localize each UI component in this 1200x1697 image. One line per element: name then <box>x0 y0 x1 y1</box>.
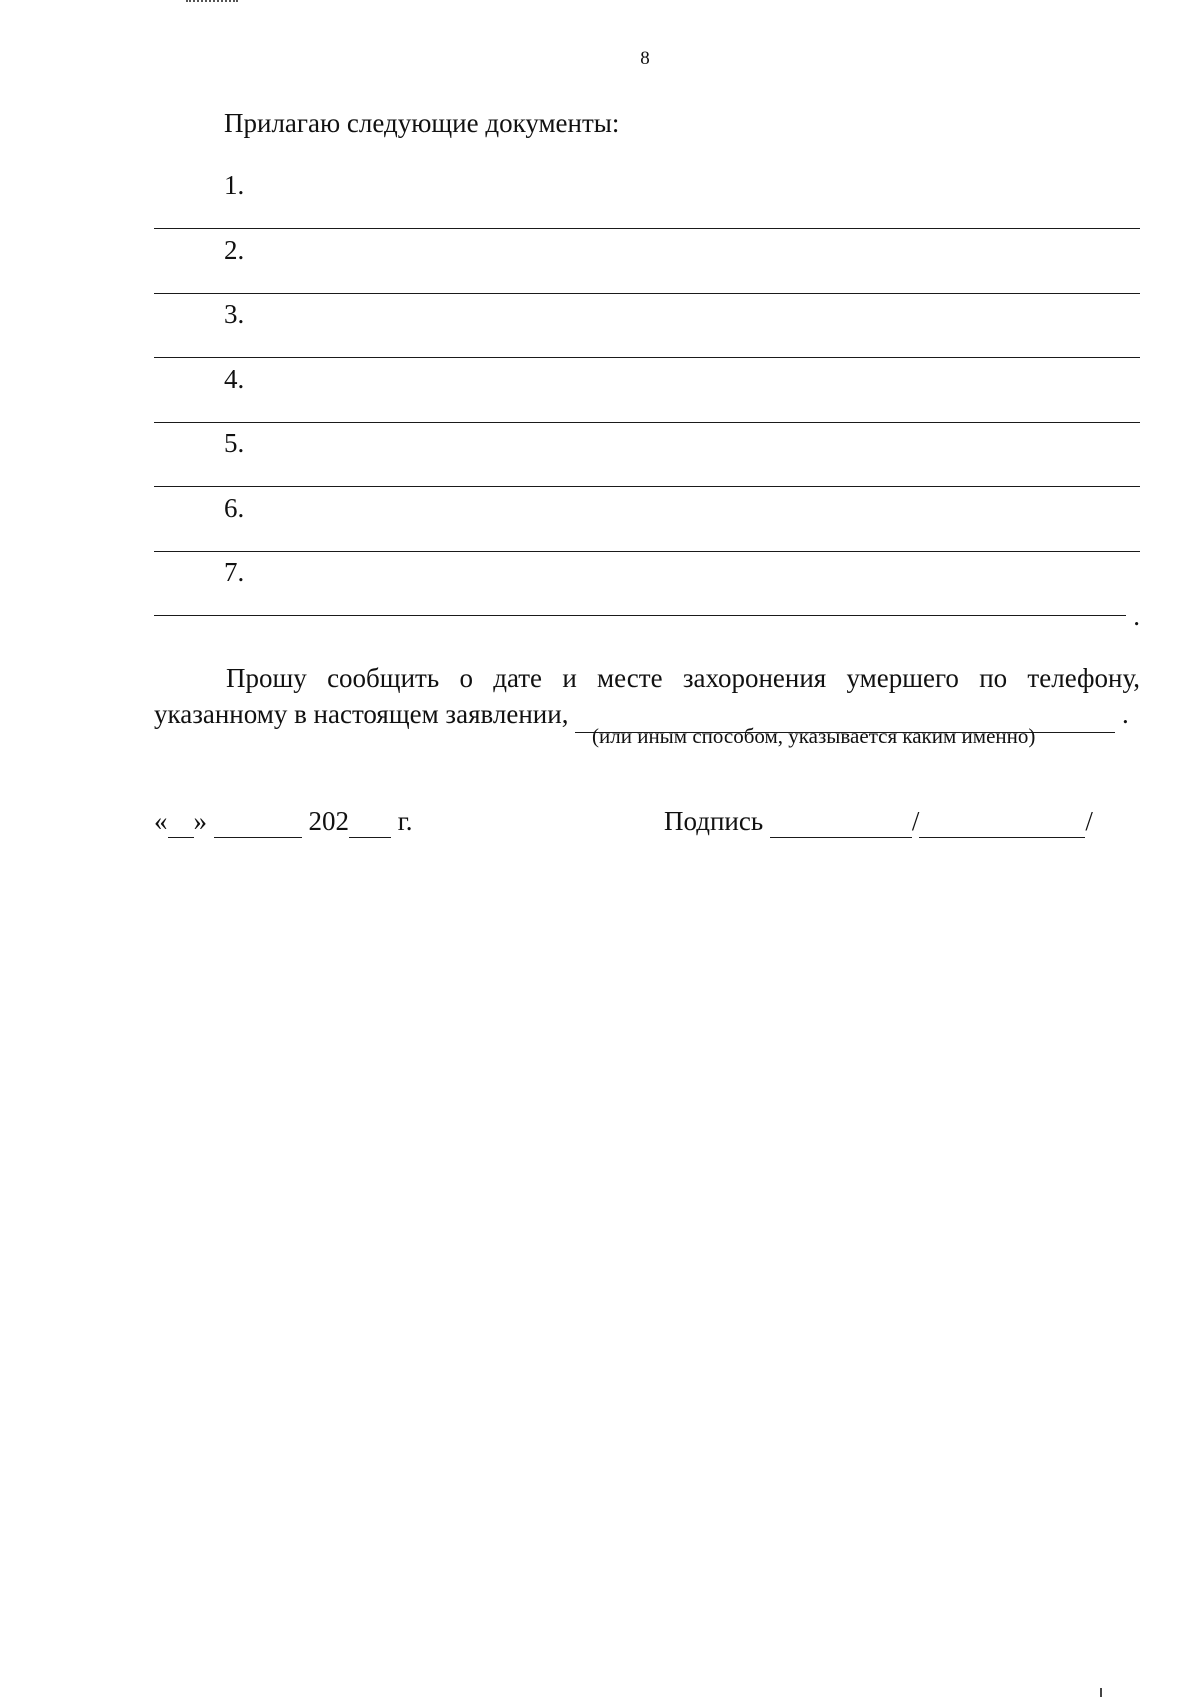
attachments-heading: Прилагаю следующие документы: <box>224 108 620 138</box>
attachments-list <box>154 170 1140 631</box>
list-item <box>154 493 1140 558</box>
item-number: 7. <box>224 557 245 587</box>
item-number: 4. <box>224 363 245 394</box>
list-item <box>154 557 1140 631</box>
fill-in-line[interactable] <box>154 551 1140 552</box>
fill-in-line[interactable] <box>154 486 1140 487</box>
date-field <box>154 806 413 838</box>
page-number: 8 <box>640 48 650 69</box>
list-end-mark: . <box>1133 601 1140 631</box>
signature-separator: / <box>911 806 920 836</box>
item-number: 5. <box>224 428 245 458</box>
item-number: 6. <box>224 492 245 523</box>
year-prefix: 202 <box>308 806 349 836</box>
list-item <box>154 299 1140 364</box>
contact-method-hint: (или иным способом, указывается каким именно) <box>592 724 1036 748</box>
list-item <box>154 235 1140 300</box>
list-item <box>154 428 1140 493</box>
item-number: 1. <box>224 170 245 200</box>
list-item <box>154 170 1140 235</box>
fill-in-line[interactable] <box>154 357 1140 358</box>
list-item <box>154 364 1140 429</box>
signature-separator: / <box>1085 806 1093 836</box>
item-number: 2. <box>224 234 245 265</box>
notification-request <box>154 660 1140 733</box>
day-field[interactable] <box>168 806 194 838</box>
open-quote: « <box>154 806 168 836</box>
fill-in-line[interactable] <box>154 228 1140 229</box>
fill-in-line[interactable] <box>154 615 1126 616</box>
request-end-mark: . <box>1121 699 1129 729</box>
item-number: 3. <box>224 299 245 329</box>
scan-artifact <box>186 0 238 5</box>
request-text: Прошу сообщить о дате и месте захоронения умершего по телефону, указанному в настоящем заявлении, <box>154 663 1140 729</box>
month-field[interactable] <box>214 806 302 838</box>
signature-field[interactable] <box>770 806 912 838</box>
fill-in-line[interactable] <box>154 293 1140 294</box>
close-quote: » <box>193 806 207 836</box>
scan-artifact <box>1100 1688 1102 1697</box>
signature-name-field[interactable] <box>919 806 1085 838</box>
year-field[interactable] <box>349 806 391 838</box>
year-suffix: г. <box>397 806 413 836</box>
signature-block <box>664 806 1093 838</box>
signature-label: Подпись <box>664 806 764 836</box>
fill-in-line[interactable] <box>154 422 1140 423</box>
